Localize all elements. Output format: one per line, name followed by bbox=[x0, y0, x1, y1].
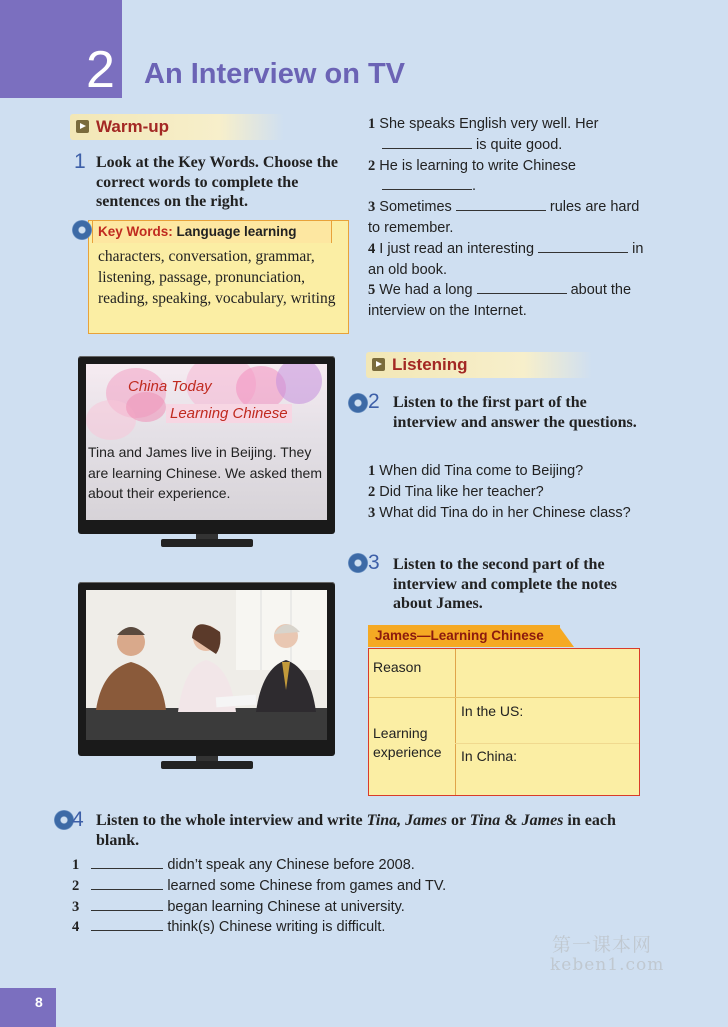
warmup-banner bbox=[70, 114, 284, 140]
cd-audio-icon bbox=[72, 220, 92, 240]
notes-reason-label: Reason bbox=[373, 659, 422, 675]
keywords-list: characters, conversation, grammar, listening, passage, pronunciation, reading, speaking, vocabulary, writing bbox=[98, 248, 336, 307]
tv-stand-2 bbox=[161, 761, 253, 769]
page-number-tab bbox=[0, 988, 56, 1027]
unit-number: 2 bbox=[86, 41, 115, 99]
ex4-item: 2 learned some Chinese from games and TV. bbox=[72, 877, 447, 894]
ex4-item: 3 began learning Chinese at university. bbox=[72, 898, 405, 915]
tv-show-title: China Today bbox=[128, 378, 212, 395]
question-item: 2 Did Tina like her teacher? bbox=[368, 483, 544, 500]
keywords-heading bbox=[98, 224, 297, 239]
ex4-item: 1 didn’t speak any Chinese before 2008. bbox=[72, 857, 415, 873]
sentence-item: 5 We had a long about the interview on the Internet. bbox=[368, 282, 632, 320]
play-icon bbox=[372, 358, 385, 371]
sentence-item: 3 Sometimes rules are hard to remember. bbox=[368, 199, 640, 236]
listening-banner bbox=[366, 352, 592, 378]
notes-title: James—Learning Chinese bbox=[375, 628, 544, 643]
exercise-4-instruction: Listen to the whole interview and write Tina, James or Tina & James in each blank. bbox=[96, 812, 616, 849]
page-number: 8 bbox=[35, 994, 43, 1010]
notes-experience-label: Learning experience bbox=[373, 725, 442, 760]
exercise-2-instruction: Listen to the first part of the interview and answer the questions. bbox=[393, 394, 637, 431]
exercise-1-instruction: Look at the Key Words. Choose the correct words to complete the sentences on the right. bbox=[96, 154, 338, 210]
warmup-label: Warm-up bbox=[96, 117, 170, 136]
tv-screen-2-interview-photo bbox=[86, 590, 327, 740]
tv-caption: Tina and James live in Beijing. They are learning Chinese. We asked them about their experience. bbox=[88, 444, 322, 501]
watermark-en: keben1.com bbox=[550, 955, 665, 975]
question-list bbox=[368, 461, 648, 523]
sentence-list bbox=[368, 114, 650, 322]
play-icon bbox=[76, 120, 89, 133]
keywords-topic: Language learning bbox=[176, 224, 297, 239]
tv-stand-1 bbox=[161, 539, 253, 547]
ex4-item: 4 think(s) Chinese writing is difficult. bbox=[72, 919, 386, 936]
notes-table bbox=[368, 648, 640, 796]
watermark-cn: 第一课本网 bbox=[552, 934, 653, 956]
sentence-item: 4 I just read an interesting in an old book. bbox=[368, 240, 644, 278]
cd-audio-icon bbox=[348, 393, 368, 413]
exercise-3-instruction: Listen to the second part of the interview and complete the notes about James. bbox=[393, 556, 617, 612]
sentence-item: 1 She speaks English very well. Her is quite good. bbox=[368, 116, 599, 153]
exercise-4-number: 4 bbox=[72, 808, 84, 831]
sentence-item: 2 He is learning to write Chinese . bbox=[368, 157, 576, 195]
interview-illustration bbox=[86, 590, 327, 740]
cd-audio-icon bbox=[54, 810, 74, 830]
notes-us-label: In the US: bbox=[461, 703, 524, 719]
notes-tab-corner bbox=[558, 625, 574, 647]
exercise-3-number: 3 bbox=[368, 551, 380, 574]
notes-china-label: In China: bbox=[461, 748, 518, 764]
page-title: An Interview on TV bbox=[144, 58, 406, 90]
cd-audio-icon bbox=[348, 553, 368, 573]
listening-label: Listening bbox=[392, 355, 468, 374]
tv-show-subtitle: Learning Chinese bbox=[166, 404, 292, 423]
question-item: 3 What did Tina do in her Chinese class? bbox=[368, 504, 631, 521]
exercise-4-list bbox=[72, 855, 532, 938]
question-item: 1 When did Tina come to Beijing? bbox=[368, 463, 584, 479]
exercise-1-number: 1 bbox=[74, 150, 86, 173]
keywords-prefix: Key Words: bbox=[98, 224, 173, 239]
exercise-2-number: 2 bbox=[368, 390, 380, 413]
